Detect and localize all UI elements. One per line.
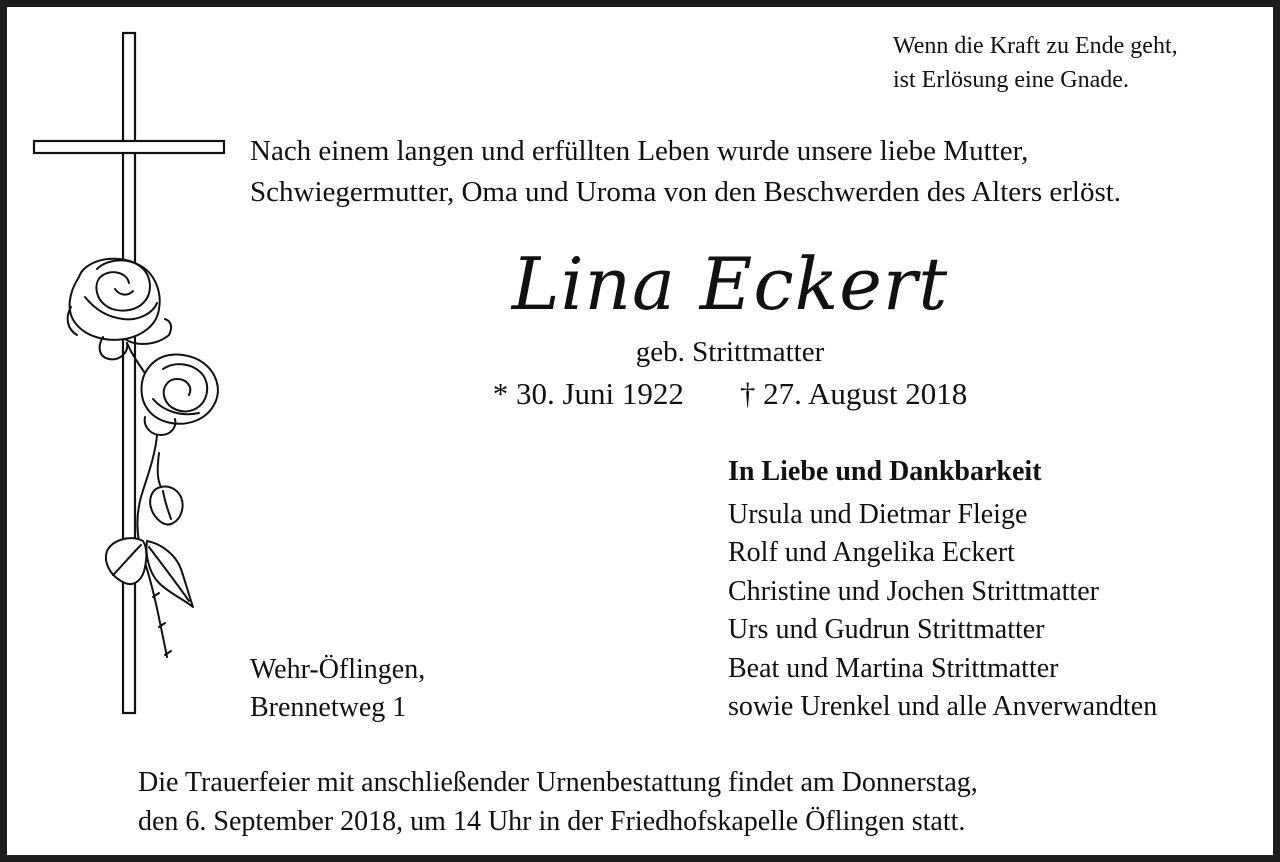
family-member: Urs und Gudrun Strittmatter <box>728 614 1045 645</box>
service-line: den 6. September 2018, um 14 Uhr in der Friedhofskapelle Öflingen statt. <box>138 806 966 837</box>
quote-text <box>893 29 1178 97</box>
family-member: Rolf und Angelika Eckert <box>728 537 1015 568</box>
quote-line: Wenn die Kraft zu Ende geht, <box>893 33 1178 59</box>
service-line: Die Trauerfeier mit anschließender Urnenbestattung findet am Donnerstag, <box>138 767 978 798</box>
death-date: † 27. August 2018 <box>739 376 968 411</box>
family-heading: In Liebe und Dankbarkeit <box>728 456 1042 487</box>
address-line: Wehr-Öflingen, <box>250 654 426 685</box>
family-member: sowie Urenkel und alle Anverwandten <box>728 691 1158 722</box>
quote-line: ist Erlösung eine Gnade. <box>893 67 1129 93</box>
family-member: Ursula und Dietmar Fleige <box>728 498 1028 530</box>
family-member: Christine und Jochen Strittmatter <box>728 575 1099 607</box>
family-member: Beat und Martina Strittmatter <box>728 652 1059 684</box>
deceased-name: Lina Eckert <box>511 242 949 326</box>
intro-text <box>250 131 1121 213</box>
intro-line: Schwiegermutter, Oma und Uroma von den Beschwerden des Alters erlöst. <box>250 176 1122 208</box>
address-line: Brennetweg 1 <box>250 692 407 723</box>
funeral-service-info <box>138 763 978 841</box>
birth-name: geb. Strittmatter <box>635 336 825 368</box>
address <box>250 651 425 727</box>
intro-line: Nach einem langen und erfüllten Leben wurde unsere liebe Mutter, <box>250 135 1029 167</box>
life-dates <box>7 373 1273 415</box>
family-list <box>728 453 1157 727</box>
birth-date: * 30. Juni 1922 <box>492 376 684 411</box>
